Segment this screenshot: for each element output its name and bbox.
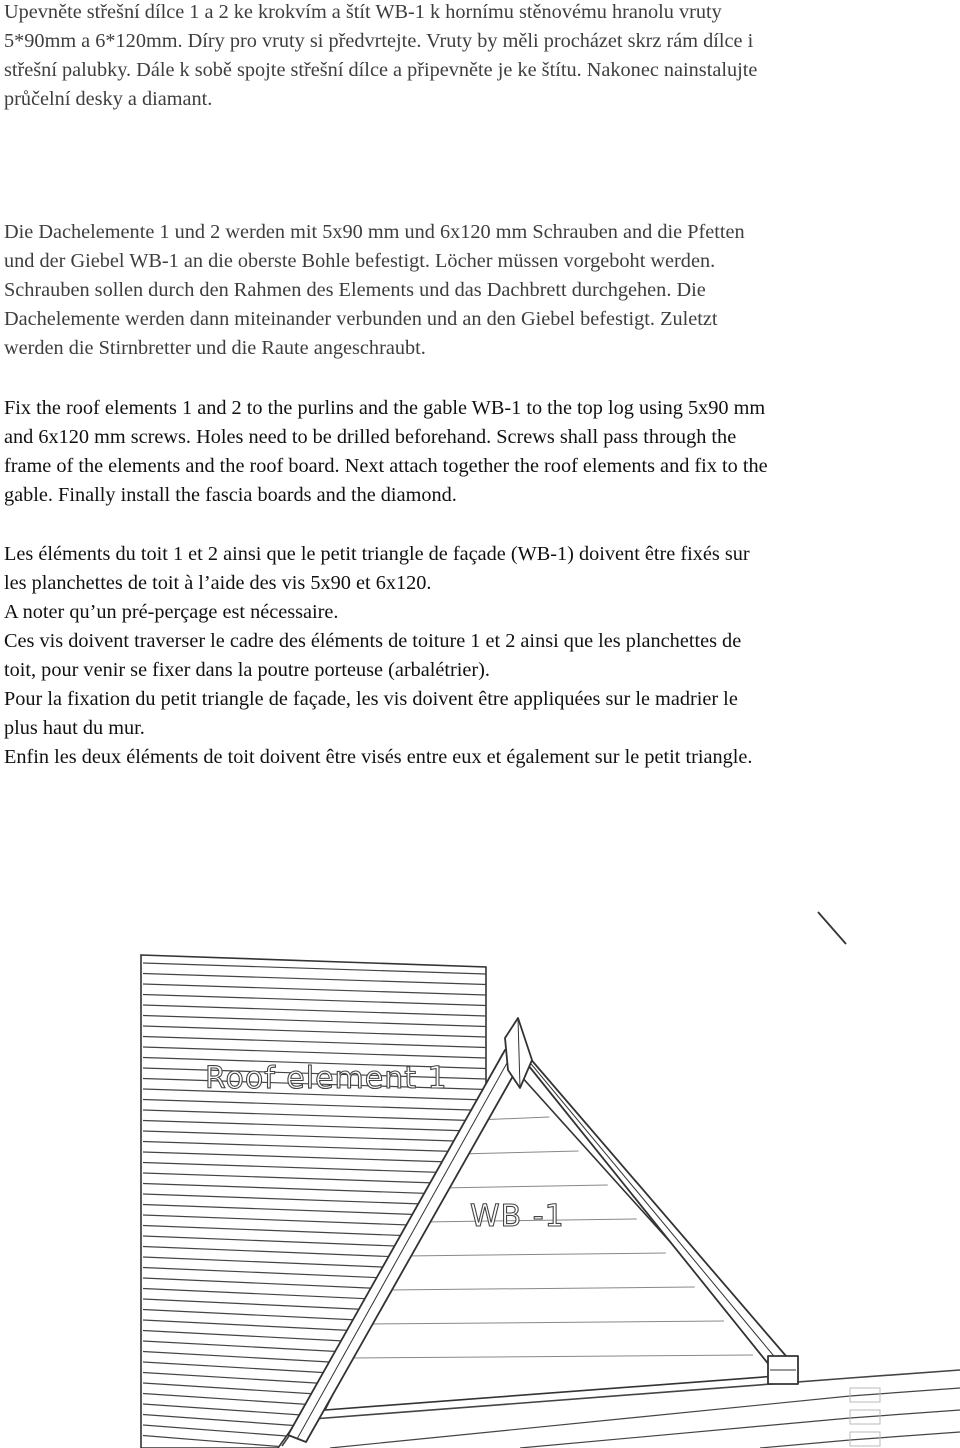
roof-board-line bbox=[143, 1131, 486, 1142]
czech-line: 5*90mm a 6*120mm. Díry pro vruty si předvrtejte. Vruty by měli procházet skrz rám dílce i bbox=[4, 30, 754, 52]
roof-board-line bbox=[143, 1352, 339, 1363]
roof-board-line bbox=[143, 1142, 486, 1153]
roof-board-line bbox=[143, 1404, 301, 1415]
roof-board-line bbox=[143, 1184, 458, 1195]
roof-board-line bbox=[143, 1226, 428, 1237]
roof-board-line bbox=[143, 1215, 436, 1226]
english-instructions bbox=[4, 394, 960, 510]
french-line: Pour la fixation du petit triangle de façade, les vis doivent être appliquées sur le madrier le bbox=[4, 688, 738, 710]
roof-board-line bbox=[143, 1236, 421, 1247]
gable-label: WB -1 bbox=[470, 1199, 565, 1234]
czech-line: Upevněte střešní dílce 1 a 2 ke krokvím a štít WB-1 k hornímu stěnovému hranolu vruty bbox=[4, 1, 722, 23]
roof-board-line bbox=[143, 1278, 391, 1289]
roof-board-line bbox=[143, 1016, 486, 1027]
roof-board-line bbox=[143, 974, 486, 985]
czech-line: střešní palubky. Dále k sobě spojte střešní dílce a připevněte je ke štítu. Nakonec nainstalujte bbox=[4, 59, 758, 81]
german-line: Schrauben sollen durch den Rahmen des Elements und das Dachbrett durchgehen. Die bbox=[4, 279, 706, 301]
french-line: plus haut du mur. bbox=[4, 717, 145, 739]
roof-board-line bbox=[143, 1341, 346, 1352]
roof-board-line bbox=[143, 1005, 486, 1016]
german-line: und der Giebel WB-1 an die oberste Bohle befestigt. Löcher müssen vorgeboht werden. bbox=[4, 250, 716, 272]
french-instructions bbox=[4, 540, 960, 772]
roof-board-line bbox=[143, 1047, 486, 1058]
roof-board-line bbox=[143, 1121, 486, 1132]
french-line: Enfin les deux éléments de toit doivent être visés entre eux et également sur le petit triangle. bbox=[4, 746, 753, 768]
roof-element-label: Roof element 1 bbox=[205, 1061, 448, 1096]
roof-board-line bbox=[143, 1194, 451, 1205]
roof-board-line bbox=[143, 1310, 369, 1321]
roof-board-line bbox=[143, 1247, 413, 1258]
roof-board-line bbox=[143, 1373, 324, 1384]
roof-board-line bbox=[143, 1110, 486, 1121]
roof-assembly-drawing bbox=[0, 900, 960, 1448]
german-line: Dachelemente werden dann miteinander verbunden und an den Giebel befestigt. Zuletzt bbox=[4, 308, 718, 330]
roof-board-line bbox=[143, 1320, 361, 1331]
roof-board-line bbox=[143, 1299, 376, 1310]
roof-board-line bbox=[143, 1026, 486, 1037]
czech-line: průčelní desky a diamant. bbox=[4, 88, 213, 110]
roof-board-line bbox=[143, 1100, 486, 1111]
english-line: frame of the elements and the roof board. Next attach together the roof elements and fix to the bbox=[4, 455, 768, 477]
roof-board-line bbox=[143, 1415, 294, 1426]
english-line: Fix the roof elements 1 and 2 to the purlins and the gable WB-1 to the top log using 5x90 mm bbox=[4, 397, 766, 419]
french-line: A noter qu’un pré-perçage est nécessaire. bbox=[4, 601, 339, 623]
french-line: Les éléments du toit 1 et 2 ainsi que le petit triangle de façade (WB-1) doivent être fixés sur bbox=[4, 543, 750, 565]
roof-board-line bbox=[143, 1394, 309, 1405]
roof-board-line bbox=[143, 1257, 406, 1268]
french-line: Ces vis doivent traverser le cadre des éléments de toiture 1 et 2 ainsi que les planchettes de bbox=[4, 630, 742, 652]
roof-board-line bbox=[143, 984, 486, 995]
roof-board-line bbox=[143, 1163, 473, 1174]
german-instructions bbox=[4, 218, 960, 363]
roof-board-line bbox=[143, 1331, 354, 1342]
german-line: Die Dachelemente 1 und 2 werden mit 5x90 mm und 6x120 mm Schrauben and die Pfetten bbox=[4, 221, 745, 243]
french-line: toit, pour venir se fixer dans la poutre porteuse (arbalétrier). bbox=[4, 659, 490, 681]
roof-board-line bbox=[143, 1205, 443, 1216]
wall-log-line bbox=[520, 1410, 960, 1448]
roof-board-line bbox=[143, 1425, 287, 1436]
english-line: gable. Finally install the fascia boards and the diamond. bbox=[4, 484, 457, 506]
english-line: and 6x120 mm screws. Holes need to be drilled beforehand. Screws shall pass through the bbox=[4, 426, 737, 448]
french-line: les planchettes de toit à l’aide des vis 5x90 et 6x120. bbox=[4, 572, 432, 594]
czech-instructions bbox=[4, 0, 960, 114]
roof-board-line bbox=[143, 1268, 398, 1279]
roof-board-line bbox=[143, 1173, 465, 1184]
roof-board-line bbox=[143, 1362, 331, 1373]
ridge-continuation-line bbox=[818, 912, 846, 944]
roof-board-line bbox=[143, 995, 486, 1006]
roof-board-line bbox=[143, 1289, 383, 1300]
german-line: werden die Stirnbretter und die Raute angeschraubt. bbox=[4, 337, 426, 359]
roof-board-line bbox=[143, 1037, 486, 1048]
roof-board-line bbox=[143, 1383, 316, 1394]
roof-board-line bbox=[143, 1152, 480, 1163]
roof-board-line bbox=[143, 1436, 279, 1447]
